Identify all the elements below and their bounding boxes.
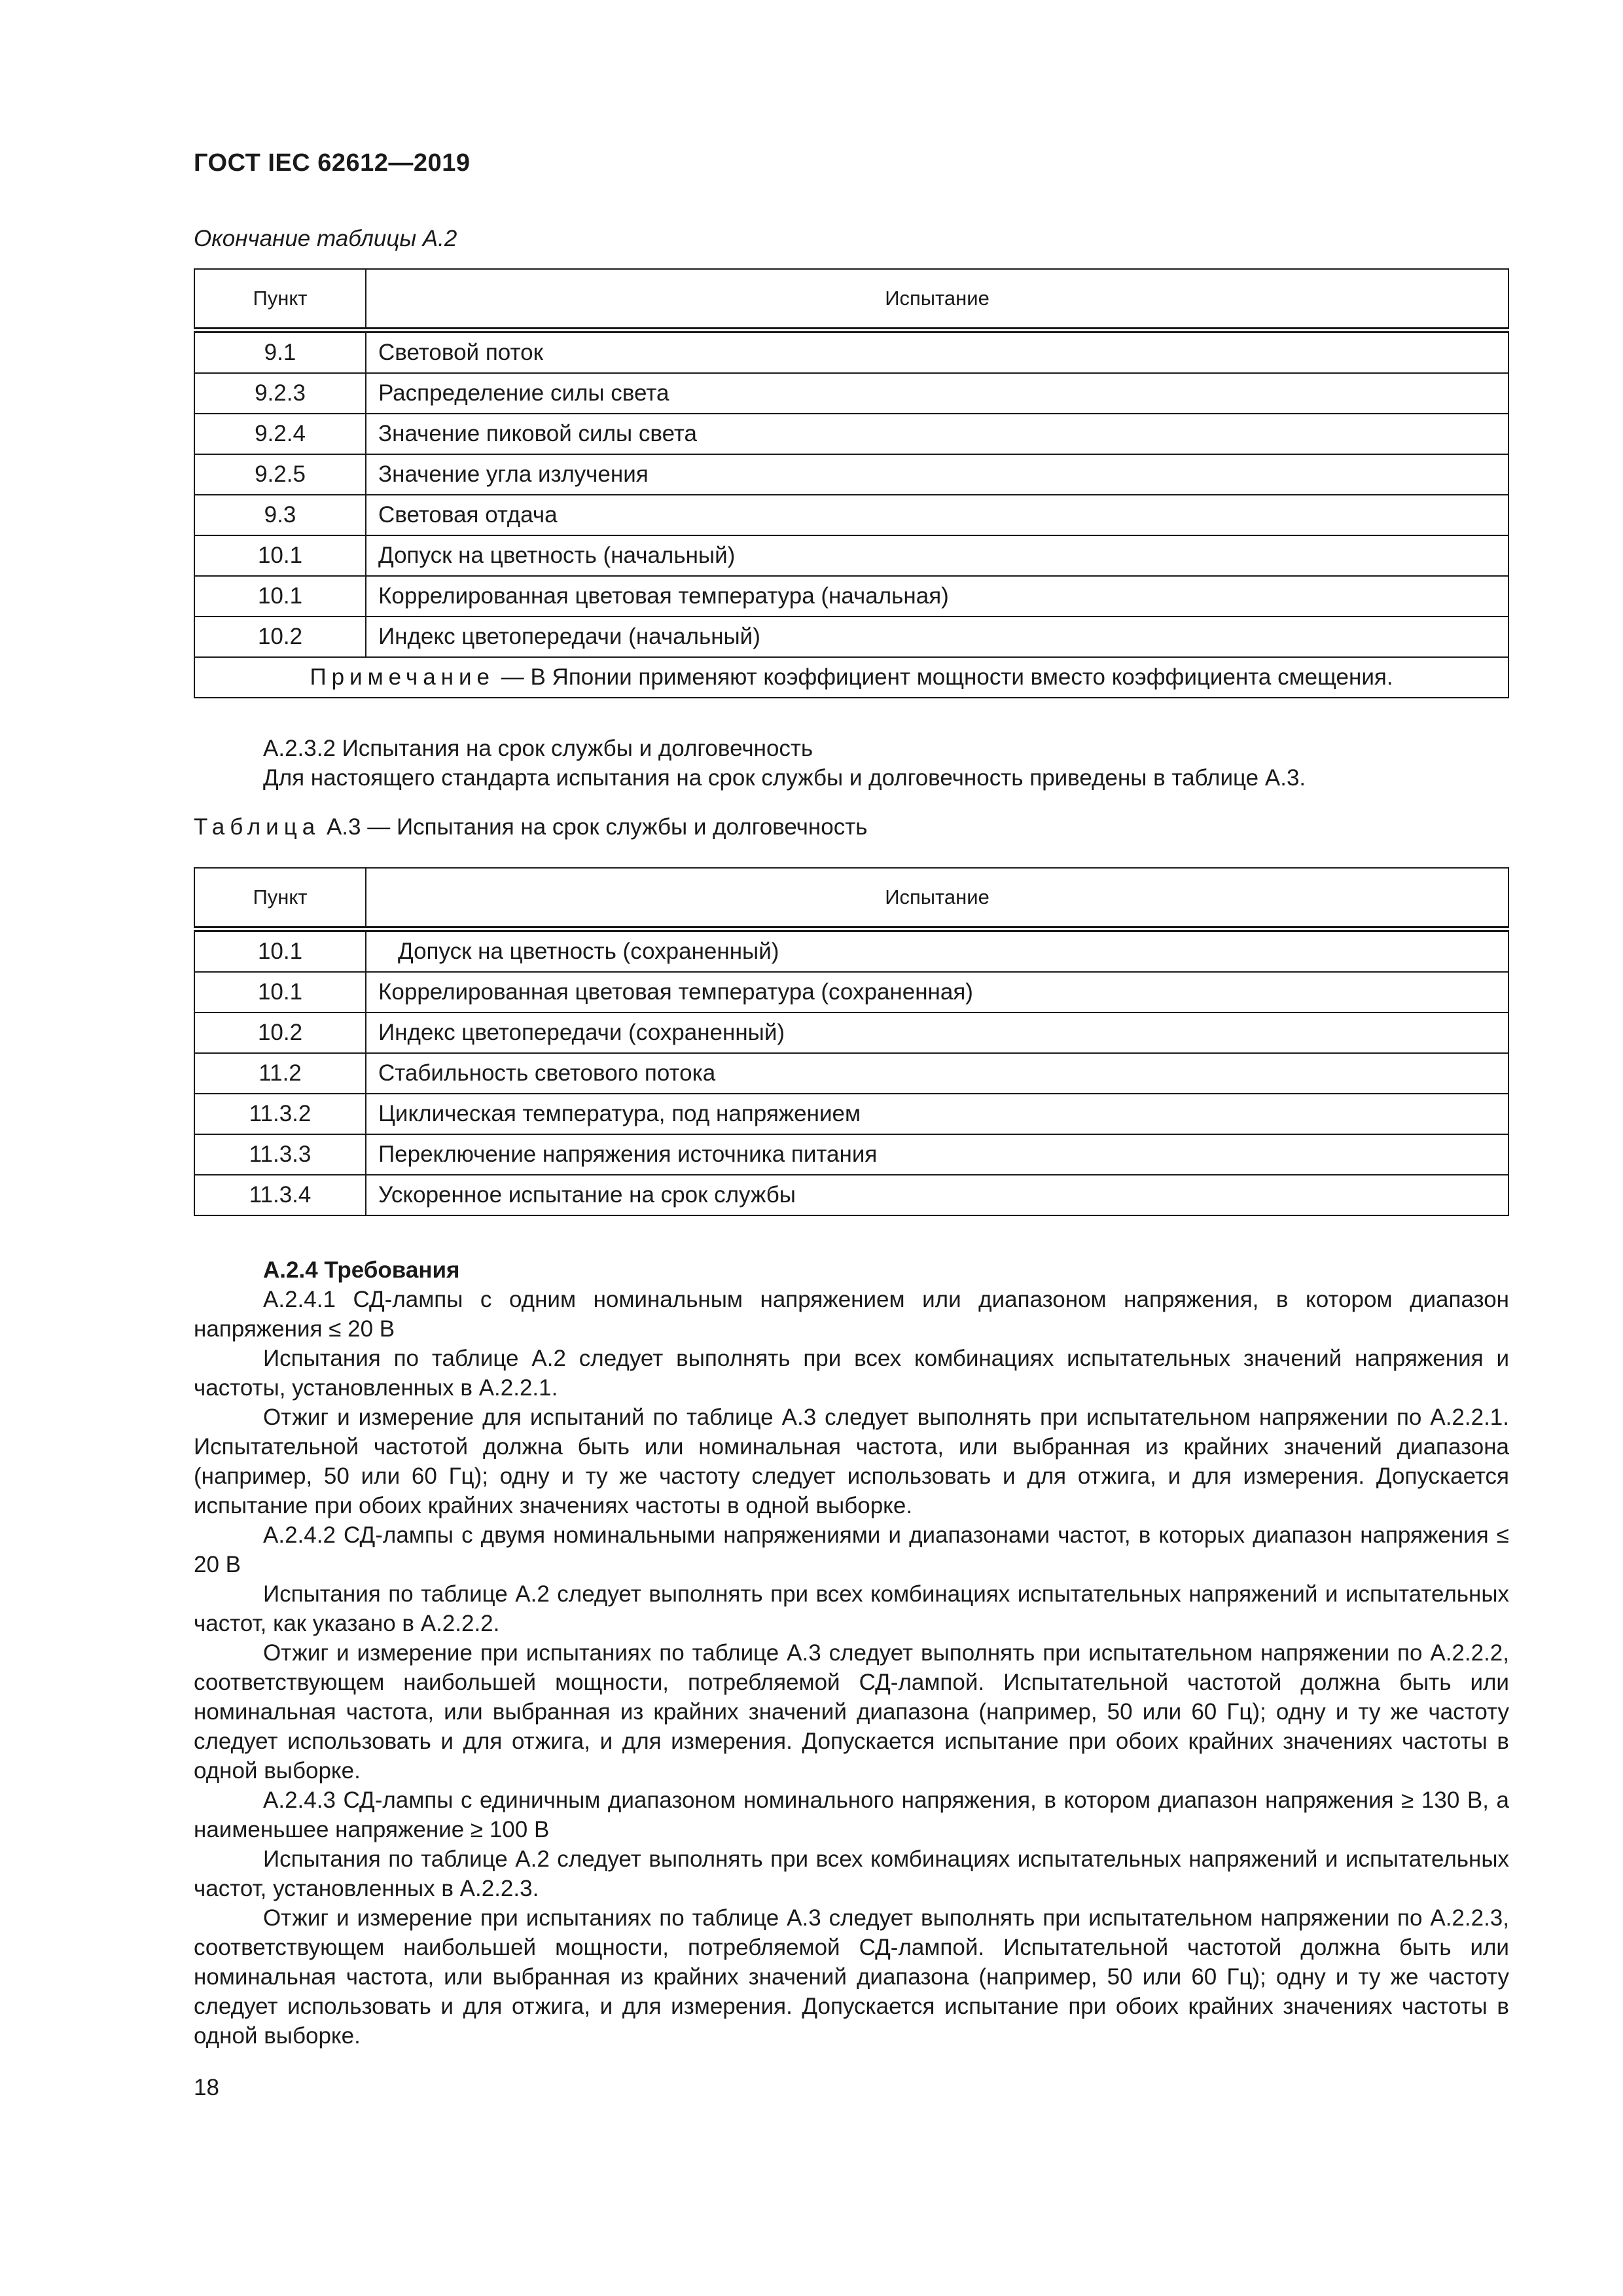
clause-cell: 11.3.3 xyxy=(194,1134,366,1175)
section-heading: А.2.4 Требования xyxy=(263,1257,460,1283)
test-cell-text: Допуск на цветность (сохраненный) xyxy=(398,939,779,964)
test-cell: Стабильность светового потока xyxy=(366,1053,1508,1094)
clause-cell: 10.1 xyxy=(194,535,366,576)
clause-cell: 10.2 xyxy=(194,617,366,657)
paragraph: А.2.4.2 СД-лампы с двумя номинальными напряжениями и диапазонами частот, в которых диапазон напряжения ≤ 20 В xyxy=(194,1522,1509,1577)
note-text: — В Японии применяют коэффициент мощности вместо коэффициента смещения. xyxy=(495,664,1393,690)
table-a2 xyxy=(194,268,1509,698)
paragraph: Испытания по таблице А.2 следует выполнять при всех комбинациях испытательных напряжений и испытательных частот, установленных в А.2.2.3. xyxy=(194,1846,1509,1901)
test-cell: Переключение напряжения источника питания xyxy=(366,1134,1508,1175)
test-cell: Коррелированная цветовая температура (начальная) xyxy=(366,576,1508,617)
test-cell: Ускоренное испытание на срок службы xyxy=(366,1175,1508,1215)
test-cell xyxy=(366,929,1508,973)
paragraph: Отжиг и измерение при испытаниях по таблице А.3 следует выполнять при испытательном напряжении по А.2.2.3, соответствующем наибольшей мощности, потребляемой СД-лампой. Испытательной частотой должна быть или номинальная частота, или выбранная из крайних значений диапазона (например, 50 или 60 Гц); одну и ту же частоту следует использовать и для отжига, и для измерения. Допускается испытание при обоих крайних значениях частоты в одной выборке. xyxy=(194,1905,1509,2049)
table-row xyxy=(194,1013,1508,1053)
section-text: Для настоящего стандарта испытания на срок службы и долговечность приведены в таблице А.3. xyxy=(263,765,1306,791)
section-a232 xyxy=(194,734,1509,793)
section-title: А.2.3.2 Испытания на срок службы и долговечность xyxy=(263,736,813,761)
test-cell: Циклическая температура, под напряжением xyxy=(366,1094,1508,1134)
table-row xyxy=(194,1053,1508,1094)
paragraph: Отжиг и измерение для испытаний по таблице А.3 следует выполнять при испытательном напряжении по А.2.2.1. Испытательной частотой должна быть или номинальная частота, или выбранная из крайних значений диапазона (например, 50 или 60 Гц); одну и ту же частоту следует использовать и для отжига, и для измерения. Допускается испытание при обоих крайних значениях частоты в одной выборке. xyxy=(194,1405,1509,1518)
table-row xyxy=(194,576,1508,617)
test-cell: Значение угла излучения xyxy=(366,454,1508,495)
table-a2-caption: Окончание таблицы А.2 xyxy=(194,226,457,251)
clause-cell: 11.2 xyxy=(194,1053,366,1094)
table-row xyxy=(194,929,1508,973)
clause-cell: 9.1 xyxy=(194,331,366,374)
column-header-test: Испытание xyxy=(366,269,1508,331)
clause-cell: 9.2.3 xyxy=(194,373,366,414)
test-cell: Значение пиковой силы света xyxy=(366,414,1508,454)
table-row xyxy=(194,331,1508,374)
test-cell: Индекс цветопередачи (сохраненный) xyxy=(366,1013,1508,1053)
table-row xyxy=(194,617,1508,657)
clause-cell: 10.1 xyxy=(194,929,366,973)
paragraph: Испытания по таблице А.2 следует выполнять при всех комбинациях испытательных значений напряжения и частоты, установленных в А.2.2.1. xyxy=(194,1346,1509,1401)
paragraph: Отжиг и измерение при испытаниях по таблице А.3 следует выполнять при испытательном напряжении по А.2.2.2, соответствующем наибольшей мощности, потребляемой СД-лампой. Испытательной частотой должна быть или номинальная частота, или выбранная из крайних значений диапазона (например, 50 или 60 Гц); одну и ту же частоту следует использовать и для отжига, и для измерения. Допускается испытание при обоих крайних значениях частоты в одной выборке. xyxy=(194,1640,1509,1784)
test-cell: Световая отдача xyxy=(366,495,1508,535)
paragraph: А.2.4.1 СД-лампы с одним номинальным напряжением или диапазоном напряжения, в котором диапазон напряжения ≤ 20 В xyxy=(194,1287,1509,1342)
table-row xyxy=(194,535,1508,576)
clause-cell: 9.3 xyxy=(194,495,366,535)
column-header-test: Испытание xyxy=(366,868,1508,929)
table-row xyxy=(194,414,1508,454)
test-cell: Световой поток xyxy=(366,331,1508,374)
table-row xyxy=(194,373,1508,414)
clause-cell: 11.3.4 xyxy=(194,1175,366,1215)
clause-cell: 9.2.4 xyxy=(194,414,366,454)
clause-cell: 10.1 xyxy=(194,576,366,617)
table-row xyxy=(194,1094,1508,1134)
test-cell: Распределение силы света xyxy=(366,373,1508,414)
table-note xyxy=(194,657,1508,698)
caption-label: Таблица xyxy=(194,814,321,840)
table-note-row xyxy=(194,657,1508,698)
clause-cell: 9.2.5 xyxy=(194,454,366,495)
clause-cell: 11.3.2 xyxy=(194,1094,366,1134)
table-row xyxy=(194,1175,1508,1215)
section-a24 xyxy=(194,1255,1509,2051)
paragraph: Испытания по таблице А.2 следует выполнять при всех комбинациях испытательных напряжений и испытательных частот, как указано в А.2.2.2. xyxy=(194,1581,1509,1636)
note-label: Примечание xyxy=(310,664,495,690)
table-a3 xyxy=(194,867,1509,1216)
table-header-row xyxy=(194,269,1508,331)
document-header: ГОСТ IEC 62612—2019 xyxy=(194,149,471,177)
test-cell: Коррелированная цветовая температура (сохраненная) xyxy=(366,972,1508,1013)
clause-cell: 10.1 xyxy=(194,972,366,1013)
table-row xyxy=(194,495,1508,535)
test-cell: Индекс цветопередачи (начальный) xyxy=(366,617,1508,657)
column-header-clause: Пункт xyxy=(194,269,366,331)
table-row xyxy=(194,454,1508,495)
test-cell: Допуск на цветность (начальный) xyxy=(366,535,1508,576)
caption-text: А.3 — Испытания на срок службы и долговечность xyxy=(320,814,868,840)
table-header-row xyxy=(194,868,1508,929)
clause-cell: 10.2 xyxy=(194,1013,366,1053)
table-a3-caption xyxy=(194,814,867,840)
table-row xyxy=(194,972,1508,1013)
table-row xyxy=(194,1134,1508,1175)
paragraph: А.2.4.3 СД-лампы с единичным диапазоном номинального напряжения, в котором диапазон напряжения ≥ 130 В, а наименьшее напряжение ≥ 100 В xyxy=(194,1787,1509,1842)
page-number: 18 xyxy=(194,2075,219,2100)
column-header-clause: Пункт xyxy=(194,868,366,929)
